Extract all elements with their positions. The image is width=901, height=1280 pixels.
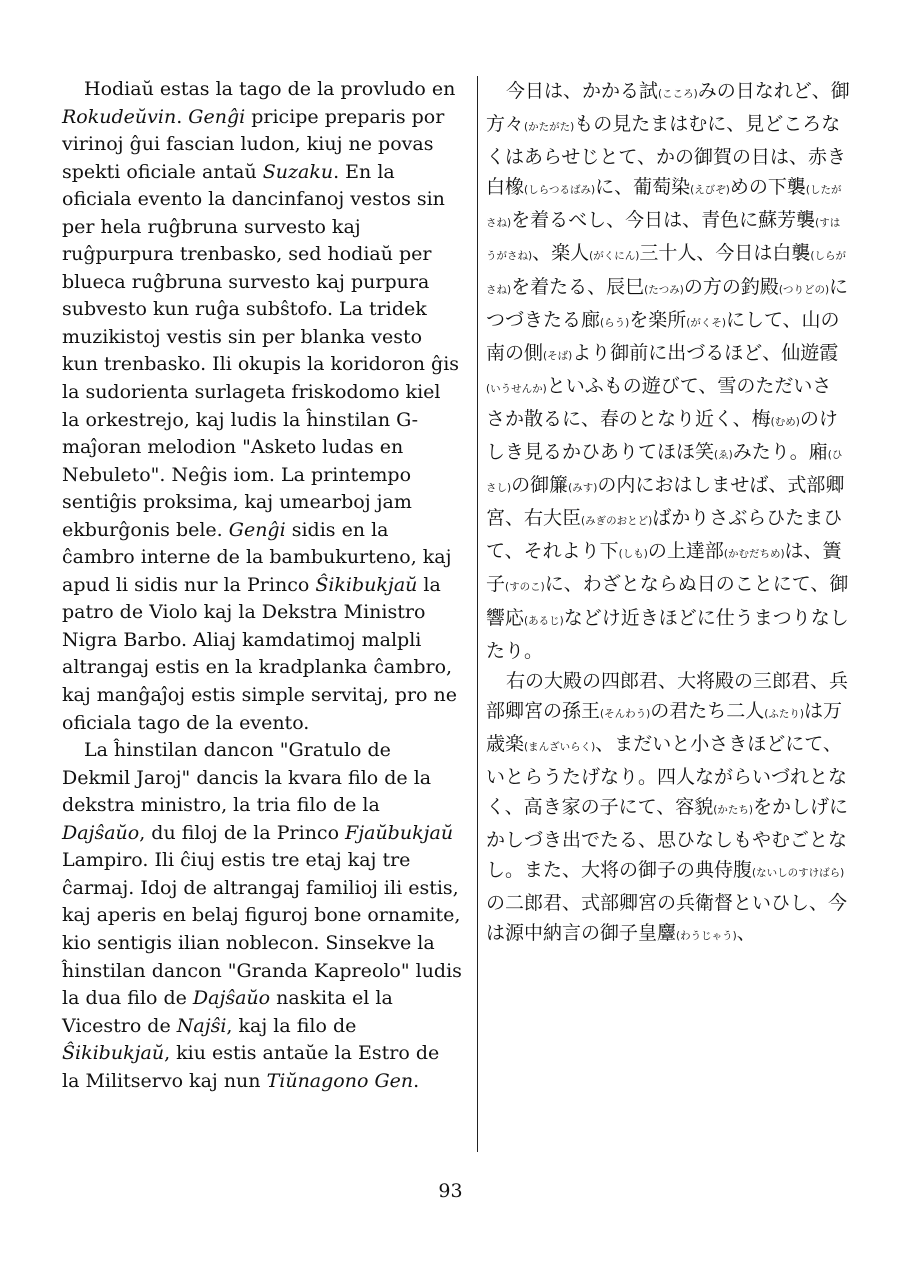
ruby-reading: (ひさし) — [486, 449, 843, 495]
ruby-reading: (かたち) — [713, 804, 753, 817]
ruby-reading: (しらつるばみ) — [524, 184, 596, 197]
japanese-paragraph-2: 右の大殿の四郎君、大将殿の三郎君、兵部卿宮の孫王(そんわう)の君たち二人(ふたり)は万歳楽(まんざいらく)、まだいと小さきほどにて、いとらうたげなり。四人ながらいづれとなく、高き家の子にて、容貌(かたち)をかしげにかしづき出でたる、思ひなしもやむごとなし。また、大将の御子の典侍腹(ないしのすけばら)の二郎君、式部卿宮の兵衛督といひし、今は源中納言の御子皇麞(わうじゃう)、 — [486, 669, 849, 945]
italic-term: Genĝi — [228, 518, 286, 541]
ruby-reading: (ゑ) — [714, 449, 733, 462]
ruby-reading: (かむだちめ) — [723, 548, 785, 561]
ruby-reading: (しも) — [618, 548, 648, 561]
page-number: 93 — [438, 1180, 463, 1202]
japanese-paragraph-1: 今日は、かかる試(こころ)みの日なれど、御方々(かたがた)もの見たまはむに、見どころなくはあらせじとて、かの御賀の日は、赤き白橡(しらつるばみ)に、葡萄染(えびぞ)めの下襲(したがさね)を着るべし、今日は、青色に蘇芳襲(すはうがさね)、楽人(がくにん)三十人、今日は白襲(しらがさね)を着たる、辰巳(たつみ)の方の釣殿(つりどの)につづきたる廊(らう)を楽所(がくそ)にして、山の南の側(そば)より御前に出づるほど、仙遊霞(いうせんか)といふもの遊びて、雪のただいささか散るに、春のとなり近く、梅(むめ)のけしき見るかひありてほほ笑(ゑ)みたり。廂(ひさし)の御簾(みす)の内におはしませば、式部卿宮、右大臣(みぎのおとど)ばかりさぶらひたまひて、それより下(しも)の上達部(かむだちめ)は、簀子(すのこ)に、わざとならぬ日のことにて、御響応(あるじ)などけ近きほどに仕うまつりなしたり。 — [486, 80, 850, 662]
italic-term: Dajŝaŭo — [192, 987, 271, 1010]
esperanto-column — [62, 76, 462, 1095]
ruby-reading: (しらがさね) — [486, 250, 846, 296]
ruby-reading: (そんわう) — [600, 707, 651, 720]
italic-term: Najŝi — [176, 1014, 227, 1037]
ruby-reading: (いうせんか) — [486, 382, 547, 395]
ruby-reading: (えびぞ) — [690, 184, 730, 197]
ruby-reading: (かたがた) — [524, 121, 575, 134]
ruby-reading: (らう) — [600, 316, 630, 329]
ruby-reading: (したがさね) — [486, 184, 842, 230]
italic-term: Rokudeŭvin — [62, 105, 177, 128]
italic-term: Genĝi — [188, 105, 246, 128]
ruby-reading: (わうじゃう) — [676, 930, 737, 943]
italic-term: Ŝikibukjaŭ — [315, 573, 418, 596]
ruby-reading: (つりどの) — [778, 283, 830, 296]
italic-term: Tiŭnagono Gen — [266, 1069, 414, 1092]
ruby-reading: (ないしのすけばら) — [752, 867, 845, 880]
italic-term: Fjaŭbukjaŭ — [345, 821, 454, 844]
esperanto-paragraph-1: Hodiaŭ estas la tago de la provludo en Rokudeŭvin. Genĝi pricipe preparis por virinoj ĝui fascian ludon, kiuj ne povas spekti oficiale antaŭ Suzaku. En la oficiala evento la dancinfanoj vestos sin per hela ruĝbruna survesto kaj ruĝpurpura trenbasko, sed hodiaŭ per blueca ruĝbruna survesto kaj purpura subvesto kun ruĝa subŝtofo. La tridek muzikistoj vestis sin per blanka vesto kun trenbasko. Ili okupis la koridoron ĝis la sudorienta surlageta friskodomo kiel la orkestrejo, kaj ludis la ĥinstilan G-maĵoran melodion "Asketo ludas en Nebuleto". Neĝis iom. La printempo sentiĝis proksima, kaj umearboj jam ekburĝonis bele. Genĝi sidis en la ĉambro interne de la bambukurteno, kaj apud li sidis nur la Princo Ŝikibukjaŭ la patro de Violo kaj la Dekstra Ministro Nigra Barbo. Aliaj kamdatimoj malpli altrangaj estis en la kradplanka ĉambro, kaj manĝaĵoj estis simple servitaj, pro ne oficiala tago de la evento. — [62, 78, 460, 734]
column-divider — [477, 76, 478, 1152]
ruby-reading: (すのこ) — [505, 581, 545, 594]
ruby-reading: (むめ) — [770, 415, 800, 428]
ruby-reading: (あるじ) — [524, 614, 564, 627]
ruby-reading: (そば) — [543, 349, 573, 362]
ruby-reading: (たつみ) — [644, 283, 684, 296]
ruby-reading: (がくにん) — [589, 250, 640, 263]
ruby-reading: (すはうがさね) — [486, 217, 841, 263]
ruby-reading: (みぎのおとど) — [581, 515, 653, 528]
esperanto-paragraph-2: La ĥinstilan dancon "Gratulo de Dekmil Jaroj" dancis la kvara filo de la dekstra ministro, la tria filo de la Dajŝaŭo, du filoj de la Princo Fjaŭbukjaŭ Lampiro. Ili ĉiuj estis tre etaj kaj tre ĉarmaj. Idoj de altrangaj familioj ili estis, kaj aperis en belaj figuroj bone ornamite, kio sentigis ilian noblecon. Sinsekve la ĥinstilan dancon "Granda Kapreolo" ludis la dua filo de Dajŝaŭo naskita el la Vicestro de Najŝi, kaj la filo de Ŝikibukjaŭ, kiu estis antaŭe la Estro de la Militservo kaj nun Tiŭnagono Gen. — [62, 739, 462, 1092]
ruby-reading: (まんざいらく) — [524, 740, 596, 753]
italic-term: Dajŝaŭo — [62, 821, 140, 844]
italic-term: Ŝikibukjaŭ — [62, 1042, 165, 1065]
ruby-reading: (みす) — [568, 482, 598, 495]
ruby-reading: (ふたり) — [764, 707, 804, 720]
italic-term: Suzaku — [262, 160, 334, 183]
ruby-reading: (がくそ) — [686, 316, 726, 329]
japanese-column — [486, 76, 850, 952]
ruby-reading: (こころ) — [658, 88, 698, 100]
